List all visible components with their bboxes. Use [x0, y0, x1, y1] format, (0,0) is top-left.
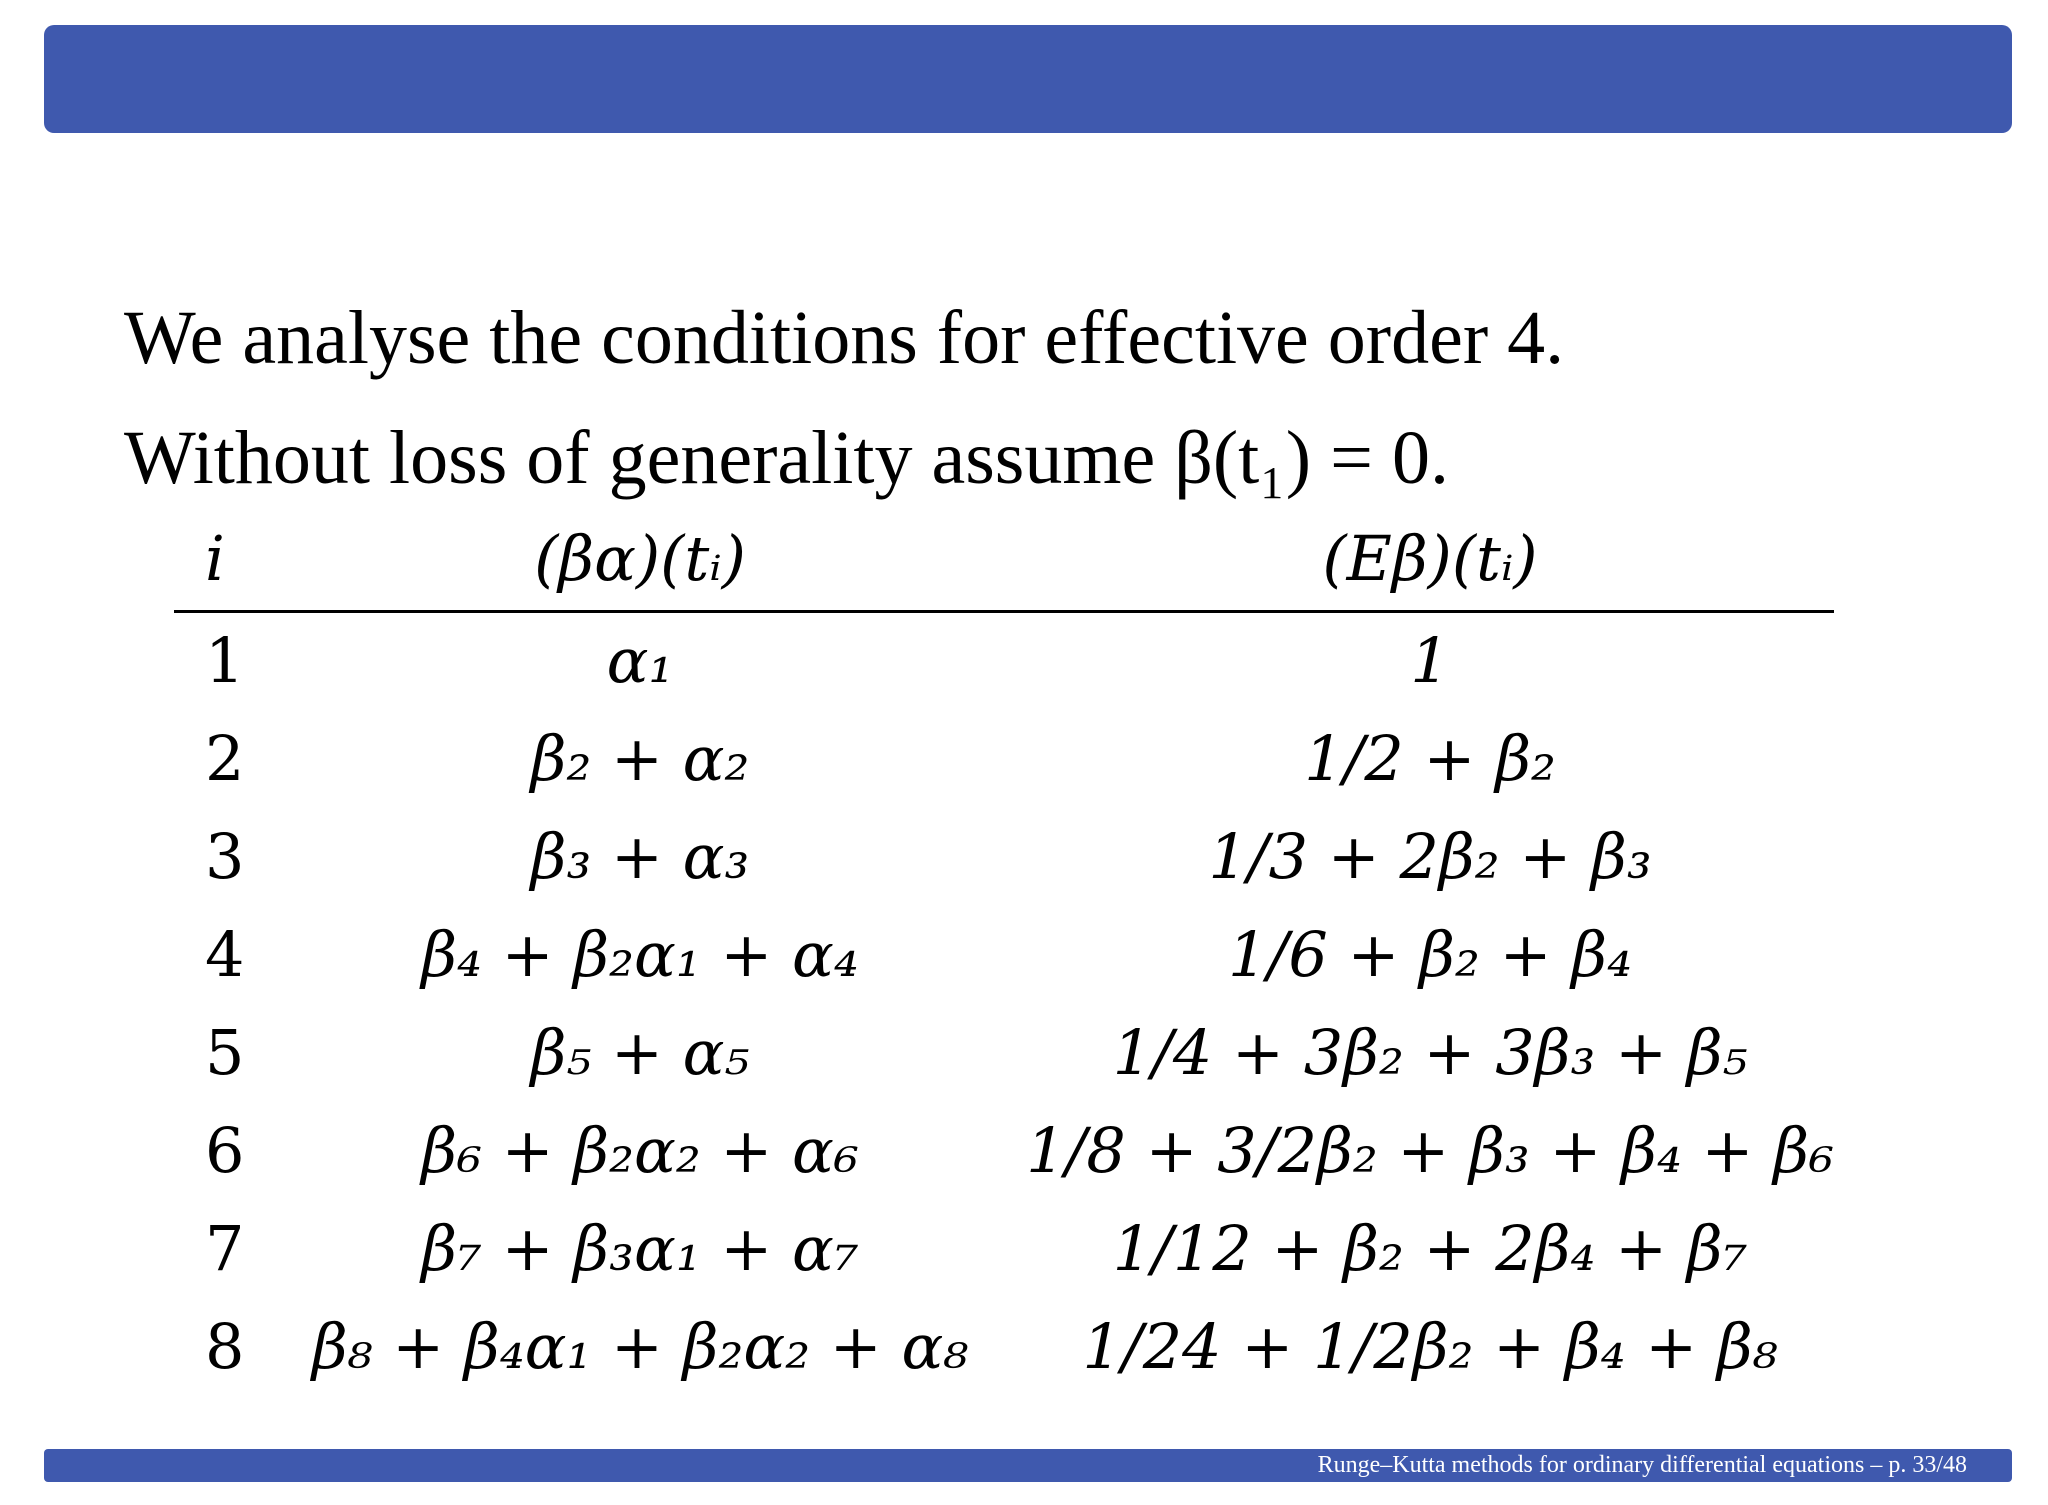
row-E-beta: 1/24 + 1/2β₂ + β₄ + β₈	[1082, 1310, 1778, 1383]
footer-title: Runge–Kutta methods for ordinary differential equations – p. 33/48	[1317, 1452, 1967, 1478]
row-E-beta: 1/12 + β₂ + 2β₄ + β₇	[1112, 1212, 1748, 1285]
header-beta-alpha: (βα)(tᵢ)	[534, 522, 746, 595]
row-E-beta: 1	[1410, 624, 1450, 697]
row-beta-alpha: β₅ + α₅	[530, 1016, 750, 1089]
row-beta-alpha: β₇ + β₃α₁ + α₇	[421, 1212, 859, 1285]
row-beta-alpha: β₃ + α₃	[530, 820, 750, 893]
row-index: 2	[205, 722, 245, 795]
row-beta-alpha: β₂ + α₂	[530, 722, 750, 795]
row-beta-alpha: α₁	[606, 624, 674, 697]
row-index: 1	[205, 624, 245, 697]
row-E-beta: 1/2 + β₂	[1304, 722, 1556, 795]
row-beta-alpha: β₆ + β₂α₂ + α₆	[421, 1114, 859, 1187]
row-index: 8	[205, 1310, 245, 1383]
intro-line-effective-order: We analyse the conditions for effective order 4.	[124, 296, 1565, 380]
row-E-beta: 1/4 + 3β₂ + 3β₃ + β₅	[1112, 1016, 1748, 1089]
row-index: 4	[205, 918, 245, 991]
row-E-beta: 1/8 + 3/2β₂ + β₃ + β₄ + β₆	[1026, 1114, 1834, 1187]
footer-bar	[44, 1449, 2012, 1482]
row-index: 5	[205, 1016, 245, 1089]
table-header-rule	[174, 610, 1834, 613]
row-index: 3	[205, 820, 245, 893]
row-index: 7	[205, 1212, 245, 1285]
row-E-beta: 1/6 + β₂ + β₄	[1228, 918, 1632, 991]
intro-line-assumption: Without loss of generality assume β(t₁) = 0.	[124, 416, 1449, 500]
row-beta-alpha: β₈ + β₄α₁ + β₂α₂ + α₈	[311, 1310, 969, 1383]
row-E-beta: 1/3 + 2β₂ + β₃	[1208, 820, 1652, 893]
row-beta-alpha: β₄ + β₂α₁ + α₄	[421, 918, 859, 991]
header-i: i	[205, 522, 225, 595]
header-E-beta: (Eβ)(tᵢ)	[1322, 522, 1538, 595]
header-bar	[44, 25, 2012, 133]
row-index: 6	[205, 1114, 245, 1187]
